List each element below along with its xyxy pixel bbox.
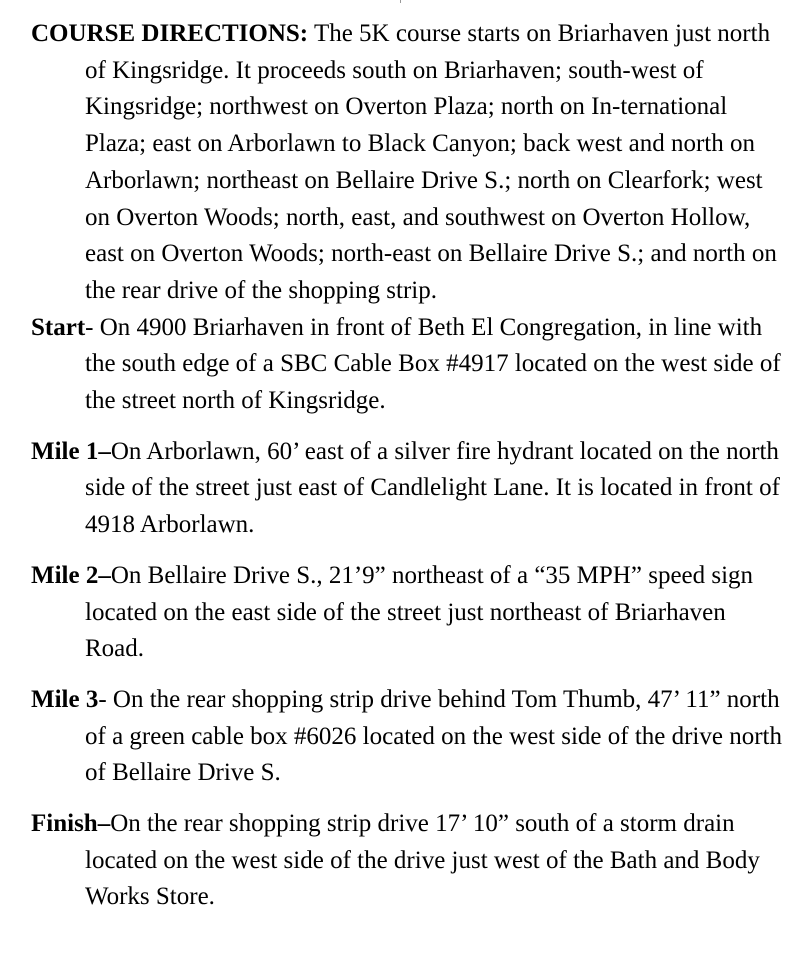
mile-1-paragraph (31, 434, 791, 544)
mile-2-label: Mile 2– (31, 561, 111, 589)
mile-1-label: Mile 1– (31, 437, 111, 465)
mile-3-text: - On the rear shopping strip drive behind Tom Thumb, 47’ 11” north of a green cable box #6026 located on the west side of the drive north of Bellaire Drive S. (85, 685, 782, 787)
mile-3-paragraph (31, 682, 791, 792)
start-text: - On 4900 Briarhaven in front of Beth El Congregation, in line with the south edge of a SBC Cable Box #4917 located on the west side of the street north of Kingsridge. (85, 313, 781, 415)
mile-3-label: Mile 3 (31, 685, 99, 713)
course-directions-label: COURSE DIRECTIONS: (31, 20, 309, 47)
course-directions-text: The 5K course starts on Briarhaven just north of Kingsridge. It proceeds south on Briarhaven; south-west of Kingsridge; northwest on Overton Plaza; north on In-ternational Plaza; east on Arborlawn to Black Canyon; back west and north on Arborlawn; northeast on Bellaire Drive S.; north on Clearfork; west on Overton Woods; north, east, and southwest on Overton Hollow, east on Overton Woods; north-east on Bellaire Drive S.; and north on the rear drive of the shopping strip. (85, 20, 777, 304)
course-directions-paragraph (31, 16, 791, 310)
finish-label: Finish– (31, 810, 111, 838)
mile-1-text: On Arborlawn, 60’ east of a silver fire hydrant located on the north side of the street just east of Candlelight Lane. It is located in front of 4918 Arborlawn. (85, 437, 780, 539)
course-directions-document (31, 16, 791, 916)
mile-2-text: On Bellaire Drive S., 21’9” northeast of a “35 MPH” speed sign located on the east side of the street just northeast of Briarhaven Road. (85, 561, 754, 663)
start-label: Start (31, 313, 86, 341)
mile-2-paragraph (31, 558, 791, 668)
start-paragraph (31, 310, 791, 420)
finish-paragraph (31, 806, 791, 916)
scan-mark (400, 0, 401, 3)
finish-text: On the rear shopping strip drive 17’ 10” south of a storm drain located on the west side of the drive just west of the Bath and Body Works Store. (85, 810, 760, 911)
